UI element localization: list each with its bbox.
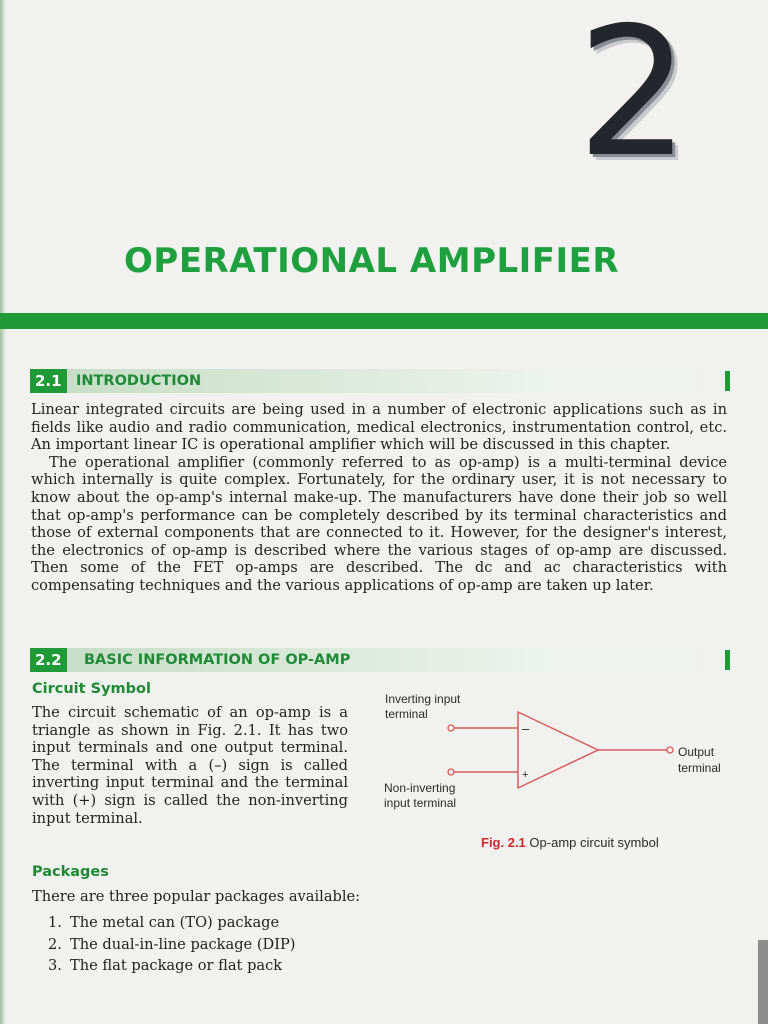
figure-caption xyxy=(481,835,659,850)
section-end-marker xyxy=(725,371,730,391)
section-number: 2.2 xyxy=(30,648,67,672)
section-heading-introduction xyxy=(30,369,730,393)
title-divider-bar xyxy=(0,313,768,329)
plus-sign: + xyxy=(522,769,529,781)
label-inverting-line2: terminal xyxy=(385,707,428,721)
list-item: 2. The dual-in-line package (DIP) xyxy=(48,935,296,953)
inverting-terminal-node xyxy=(448,725,454,731)
label-noninverting-line1: Non-inverting xyxy=(384,781,456,795)
chapter-title: OPERATIONAL AMPLIFIER xyxy=(124,241,620,281)
circuit-symbol-text xyxy=(32,704,348,827)
op-amp-symbol-drawing xyxy=(380,688,750,818)
packages-intro-text: There are three popular packages available: xyxy=(32,888,361,905)
figure-caption-number: Fig. 2.1 xyxy=(481,835,526,850)
page-edge-shadow xyxy=(758,940,768,1024)
op-amp-triangle xyxy=(518,712,598,788)
section-end-marker xyxy=(725,650,730,670)
section-number: 2.1 xyxy=(30,369,67,393)
section-title: INTRODUCTION xyxy=(76,373,202,389)
label-output-line2: terminal xyxy=(678,761,721,775)
section-title: BASIC INFORMATION OF OP-AMP xyxy=(84,652,351,668)
circuit-symbol-paragraph: The circuit schematic of an op-amp is a triangle as shown in Fig. 2.1. It has two input terminals and one output terminal. The terminal with a (–) sign is called inverting input terminal and the terminal with (+) sign is called the non-inverting input terminal. xyxy=(32,704,348,827)
figure-op-amp-symbol xyxy=(380,688,750,818)
minus-sign: – xyxy=(522,721,530,736)
intro-paragraph-2: The operational amplifier (commonly referred to as op-amp) is a multi-terminal device which internally is quite complex. Fortunately, for the ordinary user, it is not necessary to know about the op-amp's internal make-up. The manufacturers have done their job so well that op-amp's performance can be completely described by its terminal characteristics and those of external components that are connected to it. However, for the designer's interest, the electronics of op-amp is described where the various stages of op-amp are discussed. Then some of the FET op-amps are described. The dc and ac characteristics with compensating techniques and the various applications of op-amp are taken up later. xyxy=(31,453,727,594)
packages-intro xyxy=(32,888,432,906)
chapter-number: 2 xyxy=(576,0,690,196)
packages-list xyxy=(48,912,296,977)
label-output-line1: Output xyxy=(678,745,715,759)
section-heading-basic-information xyxy=(30,648,730,672)
page-edge-decoration xyxy=(0,0,6,1024)
label-noninverting-line2: input terminal xyxy=(384,796,457,810)
introduction-text xyxy=(31,401,727,595)
list-item: 3. The flat package or flat pack xyxy=(48,957,283,974)
figure-caption-text: Op-amp circuit symbol xyxy=(529,835,659,850)
subheading-packages: Packages xyxy=(32,864,109,880)
output-terminal-node xyxy=(667,747,673,753)
noninverting-terminal-node xyxy=(448,769,454,775)
label-inverting-line1: Inverting input xyxy=(385,692,461,706)
intro-paragraph-1: Linear integrated circuits are being used in a number of electronic applications such as in fields like audio and radio communication, medical electronics, instrumentation control, etc. An important linear IC is operational amplifier which will be discussed in this chapter. xyxy=(31,401,727,454)
subheading-circuit-symbol: Circuit Symbol xyxy=(32,681,151,697)
list-item: 1. The metal can (TO) package xyxy=(48,914,280,931)
